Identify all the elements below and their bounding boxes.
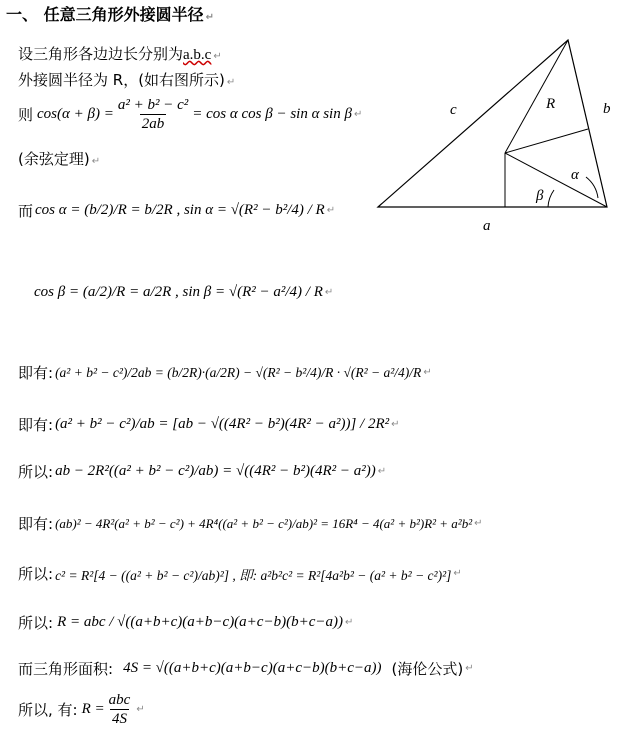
- lead-word: 即有:: [18, 515, 54, 533]
- cos-sum-equation: [18, 96, 362, 133]
- heron-formula-note: (海伦公式): [391, 660, 464, 678]
- return-mark-icon: ↵: [353, 109, 363, 120]
- lead-word: 而: [18, 202, 34, 220]
- intro-prefix: 设三角形各边边长分别为: [18, 45, 184, 63]
- page-title: [6, 2, 214, 25]
- intro-radius-text: 外接圆半径为 R，(如右图所示): [18, 71, 225, 89]
- equation-8-numerator: abc: [108, 692, 131, 708]
- side-variables: a.b.c: [183, 47, 212, 63]
- cos-beta-expression: cos β = (a/2)/R = a/2R , sin β = √(R² − a²/4) / R: [34, 284, 323, 300]
- lead-word: 即有:: [18, 364, 54, 382]
- equation-7: [18, 658, 474, 679]
- cos-sum-denominator: 2ab: [141, 116, 165, 132]
- perpendicular-to-b: [505, 129, 588, 153]
- cos-sum-lhs: cos(α + β) =: [37, 106, 114, 122]
- return-mark-icon: ↵: [324, 287, 334, 298]
- label-b: b: [603, 101, 611, 117]
- radius-line-top: [505, 40, 568, 153]
- cos-beta-equation: [34, 284, 333, 301]
- law-note-text: (余弦定理): [18, 150, 90, 168]
- cos-sum-rhs: = cos α cos β − sin α sin β: [192, 106, 352, 122]
- label-R: R: [546, 96, 556, 112]
- label-alpha: α: [571, 167, 579, 183]
- lead-word: 所以, 有:: [18, 701, 78, 719]
- equation-8-fraction: [107, 691, 133, 728]
- alpha-arc: [586, 177, 598, 198]
- cos-alpha-expression: cos α = (b/2)/R = b/2R , sin α = √(R² − b²/4) / R: [35, 202, 325, 218]
- lead-word: 所以:: [18, 565, 54, 583]
- equation-6-expression: R = abc / √((a+b+c)(a+b−c)(a+c−b)(b+c−a)): [57, 614, 343, 630]
- lead-word: 所以:: [18, 614, 54, 632]
- return-mark-icon: ↵: [377, 466, 387, 477]
- return-mark-icon: ↵: [136, 704, 145, 715]
- title-text: 一、 任意三角形外接圆半径: [6, 5, 204, 24]
- law-of-cosines-note: [18, 148, 100, 169]
- intro-line-1: [18, 43, 222, 64]
- equation-8-denominator: 4S: [111, 711, 127, 727]
- equation-3-expression: ab − 2R²((a² + b² − c²)/ab) = √((4R² − b²)(4R² − a²)): [55, 463, 376, 479]
- return-mark-icon: ↵: [391, 419, 400, 430]
- return-mark-icon: ↵: [226, 77, 236, 88]
- equation-6: [18, 612, 353, 633]
- equation-4-expression: (ab)² − 4R²(a² + b² − c²) + 4R⁴((a² + b² − c²)/ab)² = 16R⁴ − 4(a² + b²)R² + a²b²: [55, 515, 473, 531]
- equation-7-expression: 4S = √((a+b+c)(a+b−c)(a+c−b)(b+c−a)): [123, 660, 382, 676]
- return-mark-icon: ↵: [326, 205, 336, 216]
- lead-word: 而三角形面积:: [18, 660, 114, 678]
- label-a: a: [483, 218, 491, 234]
- return-mark-icon: ↵: [205, 12, 214, 23]
- equation-5-expression: c² = R²[4 − ((a² + b² − c²)/ab)²] , 即: a²b²c² = R²[4a²b² − (a² + b² − c²)²]: [55, 567, 452, 583]
- equation-2: [18, 414, 400, 435]
- lead-word: 所以:: [18, 463, 54, 481]
- return-mark-icon: ↵: [465, 663, 474, 674]
- return-mark-icon: ↵: [474, 518, 483, 529]
- label-c: c: [450, 102, 457, 118]
- beta-arc: [548, 190, 554, 207]
- return-mark-icon: ↵: [213, 51, 222, 62]
- cos-alpha-equation: [18, 200, 335, 221]
- equation-3: [18, 461, 386, 482]
- label-beta: β: [536, 188, 544, 204]
- return-mark-icon: ↵: [344, 617, 354, 628]
- equation-2-expression: (a² + b² − c²)/ab = [ab − √((4R² − b²)(4R² − a²))] / 2R²: [55, 416, 390, 432]
- lead-word: 则: [18, 106, 34, 124]
- lead-word: 即有:: [18, 416, 54, 434]
- return-mark-icon: ↵: [423, 367, 432, 378]
- equation-5: [18, 563, 462, 584]
- equation-8: [18, 691, 145, 728]
- return-mark-icon: ↵: [453, 568, 462, 579]
- equation-4: [18, 513, 483, 534]
- cos-sum-fraction: [116, 96, 190, 133]
- equation-1: [18, 362, 432, 383]
- equation-1-expression: (a² + b² − c²)/2ab = (b/2R)·(a/2R) − √(R² − b²/4)/R · √(R² − a²/4)/R: [55, 364, 422, 380]
- intro-line-2: [18, 69, 235, 90]
- radius-line-right: [505, 153, 607, 207]
- triangle-circumradius-figure: [370, 30, 620, 240]
- return-mark-icon: ↵: [91, 156, 101, 167]
- cos-sum-numerator: a² + b² − c²: [117, 97, 189, 113]
- equation-8-lhs: R =: [81, 701, 105, 717]
